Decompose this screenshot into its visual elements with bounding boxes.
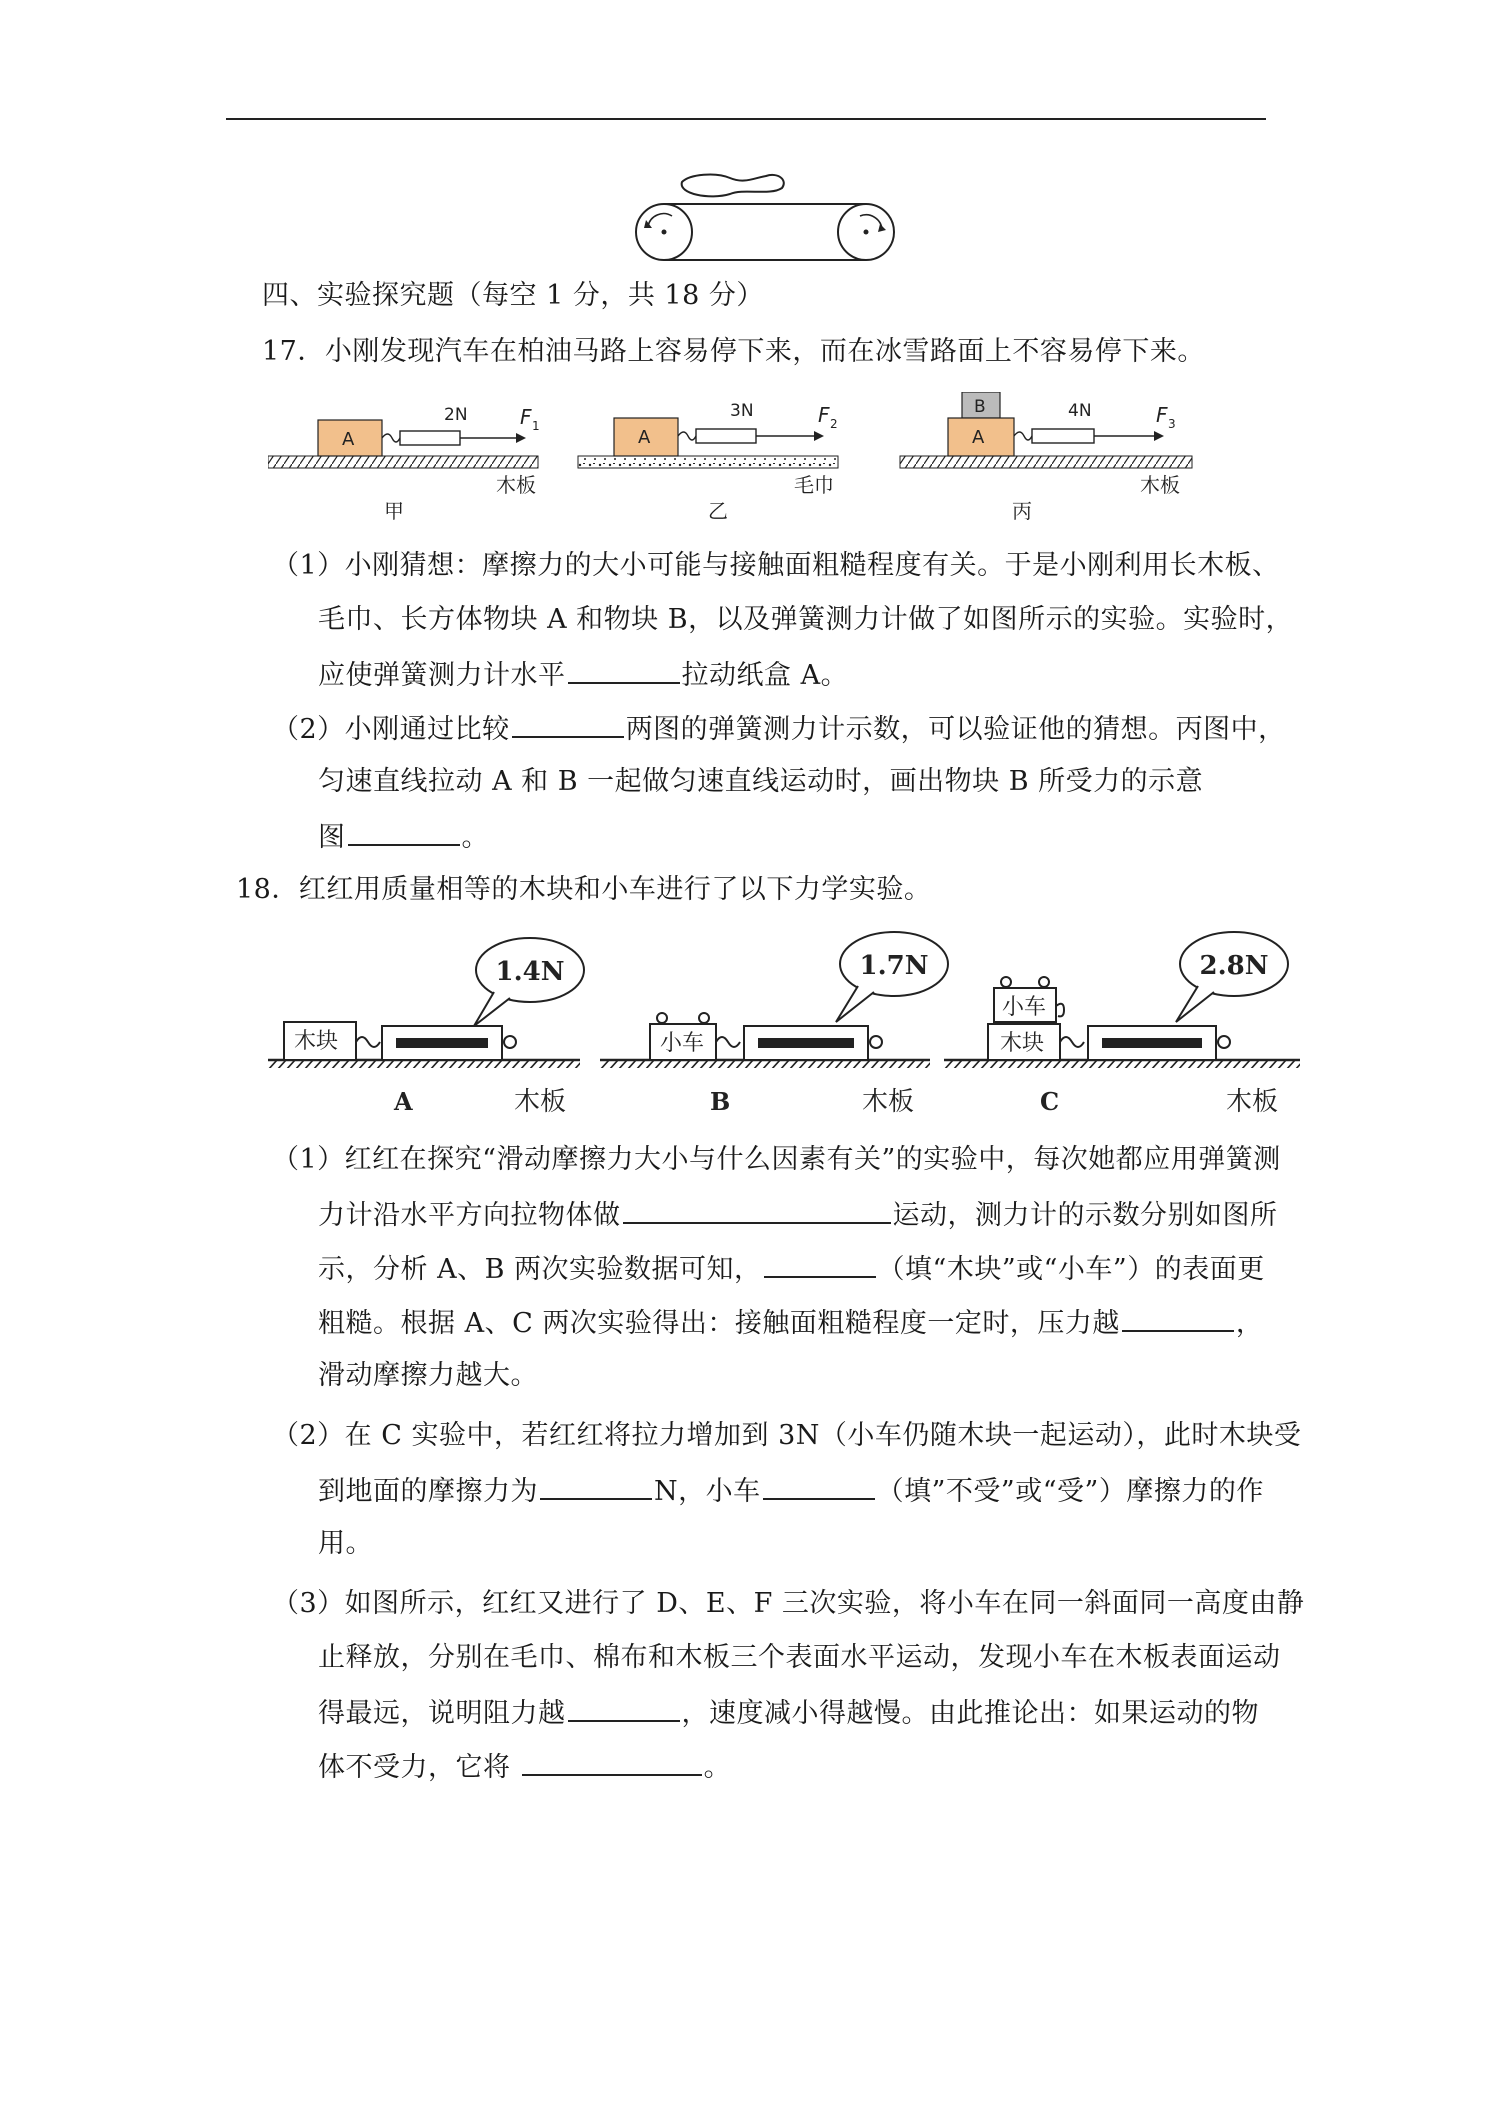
panel-caption: 丙 <box>1012 499 1032 523</box>
q18-part2-line3: 用。 <box>318 1528 373 1559</box>
scale-reading: 2.8N <box>1199 951 1269 981</box>
q18-part3-line3 <box>318 1694 1259 1732</box>
surface-label: 木板 <box>1226 1087 1279 1117</box>
q17-panel-yi <box>578 401 838 523</box>
text: 两图的弹簧测力计示数，可以验证他的猜想。丙图中， <box>625 714 1286 745</box>
scale-reading: 2N <box>444 405 468 425</box>
force-subscript: 2 <box>830 417 838 431</box>
spring-scale <box>696 429 756 443</box>
answer-blank[interactable] <box>623 1196 891 1224</box>
text: 。 <box>461 822 489 853</box>
surface-label: 木板 <box>1140 473 1180 497</box>
panel-caption: 甲 <box>384 499 404 523</box>
q18-part1-line1: （1）红红在探究“滑动摩擦力大小与什么因素有关”的实验中，每次她都应用弹簧测 <box>272 1144 1281 1175</box>
panel-caption: C <box>1040 1087 1060 1116</box>
text: 力计沿水平方向拉物体做 <box>318 1200 621 1231</box>
answer-blank[interactable] <box>764 1250 876 1278</box>
answer-blank[interactable] <box>540 1472 652 1500</box>
q17-panel-bing <box>900 392 1192 523</box>
text: 运动，测力计的示数分别如图所 <box>892 1200 1278 1231</box>
q18-figure <box>268 930 1300 1130</box>
q18-part1-line2 <box>318 1196 1278 1234</box>
block-b-label: B <box>974 397 986 417</box>
q18-part2-line1: （2）在 C 实验中，若红红将拉力增加到 3N（小车仍随木块一起运动），此时木块受 <box>272 1420 1302 1451</box>
answer-blank[interactable] <box>568 1694 680 1722</box>
q18-panel-b <box>600 932 948 1117</box>
text: （填“木块”或“小车”）的表面更 <box>877 1254 1265 1285</box>
force-subscript: 1 <box>532 419 540 433</box>
q18-part3-line4 <box>318 1748 731 1786</box>
question-17-stem: 17．小刚发现汽车在柏油马路上容易停下来，而在冰雪路面上不容易停下来。 <box>262 336 1205 367</box>
text: ，速度减小得越慢。由此推论出：如果运动的物 <box>681 1698 1259 1729</box>
surface-label: 木板 <box>862 1087 915 1117</box>
scale-reading: 3N <box>730 401 754 421</box>
q17-part2-line3 <box>318 818 489 856</box>
text: （2）小刚通过比较 <box>272 714 510 745</box>
spring-scale <box>1032 429 1094 443</box>
force-label: F <box>818 403 830 427</box>
q18-panel-c <box>944 932 1300 1117</box>
q18-part3-line2: 止释放，分别在毛巾、棉布和木板三个表面水平运动，发现小车在木板表面运动 <box>318 1642 1281 1673</box>
scale-reading: 4N <box>1068 401 1092 421</box>
wood-block-label: 木块 <box>1000 1031 1045 1056</box>
text: 体不受力，它将 <box>318 1752 520 1783</box>
text: 拉动纸盒 A。 <box>681 660 849 691</box>
panel-caption: B <box>710 1087 731 1116</box>
block-a-label: A <box>972 427 985 448</box>
cart-label: 小车 <box>660 1031 705 1056</box>
q17-figure <box>268 392 1200 532</box>
surface-label: 毛巾 <box>794 473 834 497</box>
text: 应使弹簧测力计水平 <box>318 660 566 691</box>
answer-blank[interactable] <box>568 656 680 684</box>
q18-part2-line2 <box>318 1472 1264 1510</box>
q18-part1-line4 <box>318 1304 1263 1342</box>
spring-scale <box>400 431 460 445</box>
surface-label: 木板 <box>514 1087 567 1117</box>
block-a-label: A <box>638 427 651 448</box>
panel-caption: 乙 <box>708 499 728 523</box>
q18-part1-line3 <box>318 1250 1265 1288</box>
text: 。 <box>703 1752 732 1783</box>
block-a-label: A <box>342 429 355 450</box>
header-rule <box>226 118 1266 120</box>
answer-blank[interactable] <box>763 1472 875 1500</box>
text: 粗糙。根据 A、C 两次实验得出：接触面粗糙程度一定时，压力越 <box>318 1308 1120 1339</box>
text: 示，分析 A、B 两次实验数据可知， <box>318 1254 762 1285</box>
text: 到地面的摩擦力为 <box>318 1476 538 1507</box>
surface-label: 木板 <box>496 473 536 497</box>
text: N，小车 <box>654 1476 761 1507</box>
question-18-stem: 18．红红用质量相等的木块和小车进行了以下力学实验。 <box>236 874 932 905</box>
section-heading: 四、实验探究题（每空 1 分，共 18 分） <box>262 280 764 311</box>
cart-label: 小车 <box>1002 995 1047 1020</box>
panel-caption: A <box>394 1087 413 1116</box>
conveyor-belt-figure <box>630 170 900 266</box>
q17-part1-line3 <box>318 656 848 694</box>
text: ， <box>1235 1308 1264 1339</box>
q17-part1-line2: 毛巾、长方体物块 A 和物块 B，以及弹簧测力计做了如图所示的实验。实验时， <box>318 604 1294 635</box>
force-label: F <box>520 405 532 429</box>
q18-panel-a <box>268 938 584 1117</box>
text: 图 <box>318 822 346 853</box>
q17-part2-line1 <box>272 710 1286 748</box>
answer-blank[interactable] <box>348 818 460 846</box>
answer-blank[interactable] <box>512 710 624 738</box>
q18-part3-line1: （3）如图所示，红红又进行了 D、E、F 三次实验，将小车在同一斜面同一高度由静 <box>272 1588 1305 1619</box>
text: 得最远，说明阻力越 <box>318 1698 566 1729</box>
q17-panel-jia <box>268 405 540 523</box>
q18-part1-line5: 滑动摩擦力越大。 <box>318 1360 538 1391</box>
q17-part2-line2: 匀速直线拉动 A 和 B 一起做匀速直线运动时，画出物块 B 所受力的示意 <box>318 766 1204 797</box>
force-subscript: 3 <box>1168 417 1176 431</box>
scale-reading: 1.4N <box>495 957 565 987</box>
scale-reading: 1.7N <box>859 951 929 981</box>
answer-blank[interactable] <box>1122 1304 1234 1332</box>
wood-block-label: 木块 <box>294 1029 339 1054</box>
force-label: F <box>1156 403 1168 427</box>
answer-blank[interactable] <box>522 1748 702 1776</box>
q17-part1-line1: （1）小刚猜想：摩擦力的大小可能与接触面粗糙程度有关。于是小刚利用长木板、 <box>272 550 1280 581</box>
text: （填”不受”或“受”）摩擦力的作 <box>876 1476 1264 1507</box>
